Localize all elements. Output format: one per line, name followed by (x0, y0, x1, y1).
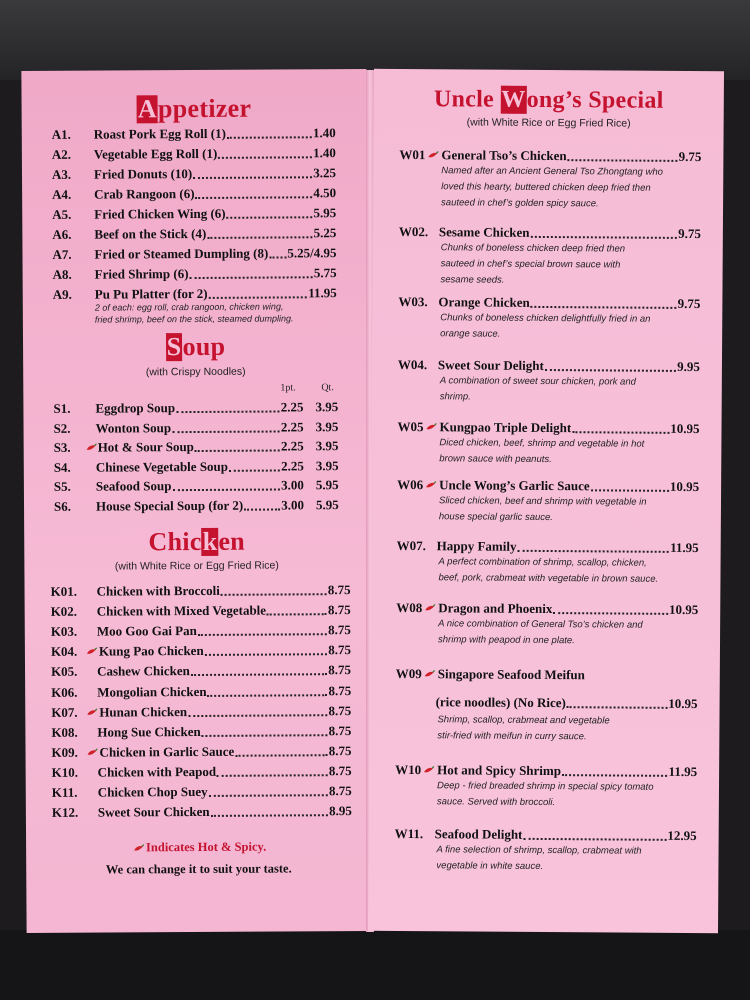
special-description: Diced chicken, beef, shrimp and vegetable in hot (439, 437, 645, 450)
appetizer-price: 5.25/4.95 (287, 245, 337, 261)
chicken-name: Cashew Chicken (96, 663, 190, 680)
pepper-icon (87, 748, 98, 756)
appetizer-row (52, 165, 336, 183)
soup-code: S1. (53, 400, 71, 416)
dot-leader (218, 156, 312, 159)
soup-col-quart: Qt. (321, 382, 334, 394)
chicken-code: K11. (51, 784, 78, 800)
dot-leader (567, 706, 667, 709)
chicken-price: 8.75 (327, 582, 351, 598)
appetizer-price: 5.95 (313, 205, 337, 221)
chicken-price: 8.75 (327, 622, 351, 638)
special-name-continued: (rice noodles) (No Rice) (435, 694, 566, 711)
soup-quart-price: 5.95 (315, 477, 339, 493)
chicken-row (51, 703, 351, 721)
special-name: Orange Chicken (438, 294, 530, 310)
chicken-price: 8.75 (328, 722, 352, 738)
dot-leader (227, 136, 312, 139)
dot-leader (530, 236, 677, 239)
special-description: house special garlic sauce. (438, 511, 554, 524)
special-description: Chunks of boneless chicken delightfully fried in an (440, 312, 651, 325)
chicken-code: K01. (50, 583, 77, 599)
chicken-code: K07. (51, 704, 78, 720)
special-row (397, 419, 699, 437)
appetizer-name: Fried or Steamed Dumpling (8) (94, 245, 269, 262)
chicken-row (51, 723, 351, 741)
dot-leader (267, 613, 327, 615)
pepper-icon (425, 423, 436, 431)
chicken-name: Hunan Chicken (99, 703, 188, 720)
chicken-code: K08. (51, 724, 78, 740)
chicken-price: 8.75 (328, 762, 352, 779)
dot-leader (209, 794, 328, 797)
special-price: 9.75 (677, 295, 701, 312)
soup-pint-price: 2.25 (280, 438, 304, 454)
dot-leader (531, 306, 677, 309)
special-description: Sliced chicken, beef and shrimp with vegetable in (438, 495, 647, 508)
dot-leader (545, 369, 676, 372)
special-name: Happy Family (436, 538, 517, 554)
soup-name: Wonton Soup (95, 419, 172, 436)
pepper-icon (86, 444, 97, 452)
special-name: Seafood Delight (434, 826, 523, 842)
special-price: 9.75 (678, 148, 702, 165)
chicken-row (51, 642, 351, 660)
special-price: 10.95 (669, 478, 700, 495)
special-row (397, 477, 699, 495)
soup-title (23, 331, 368, 363)
special-row (396, 600, 698, 618)
soup-row (54, 458, 304, 476)
special-row (395, 826, 697, 844)
soup-quart-price: 3.95 (315, 438, 339, 454)
special-description: stir-fried with meifun in curry sauce. (437, 730, 587, 743)
special-code: W05 (397, 418, 424, 435)
chicken-name: Kung Pao Chicken (98, 643, 204, 659)
chicken-price: 8.75 (327, 602, 351, 618)
special-code: W08 (396, 599, 423, 616)
soup-title-initial: S (166, 332, 182, 362)
special-price: 9.95 (677, 358, 700, 375)
dot-leader (205, 654, 328, 657)
chicken-code: K06. (51, 684, 78, 700)
dot-leader (229, 469, 280, 471)
dot-leader (188, 714, 327, 717)
dot-leader (517, 550, 669, 553)
dot-leader (523, 838, 666, 841)
special-description: sauteed in chef’s golden spicy sauce. (441, 197, 599, 210)
dot-leader (202, 734, 328, 737)
special-code: W11. (394, 825, 424, 842)
soup-pint-price: 2.25 (280, 418, 304, 434)
chicken-name: Chicken with Peapod (97, 763, 217, 780)
soup-quart-price: 3.95 (315, 457, 339, 473)
special-row (399, 224, 701, 242)
soup-col-pint: 1pt. (280, 382, 296, 394)
appetizer-code: A5. (52, 206, 72, 222)
appetizer-row (52, 225, 336, 243)
special-description: A fine selection of shrimp, scallop, crabmeat with (436, 844, 642, 857)
chicken-code: K03. (50, 623, 78, 640)
chicken-name: Chicken Chop Suey (97, 783, 208, 800)
chicken-code: K09. (51, 744, 78, 760)
pepper-icon (86, 648, 97, 656)
chicken-name: Chicken in Garlic Sauce (99, 743, 235, 760)
dot-leader (172, 430, 280, 433)
hot-spicy-note (26, 839, 371, 856)
soup-name: House Special Soup (for 2) (95, 497, 244, 514)
dot-leader (196, 196, 313, 199)
chicken-price: 8.75 (328, 702, 352, 718)
appetizer-price: 3.25 (313, 165, 337, 181)
chicken-code: K10. (51, 764, 79, 780)
appetizer-code: A6. (52, 226, 72, 242)
soup-code: S5. (53, 478, 71, 494)
special-description: A nice combination of General Tso’s chicken and (438, 618, 643, 631)
appetizer-code: A4. (52, 186, 72, 202)
special-name: Hot and Spicy Shrimp (437, 762, 562, 779)
special-row (398, 357, 700, 375)
dot-leader (211, 814, 329, 817)
appetizer-description: 2 of each: egg roll, crab rangoon, chicken wing, (94, 301, 284, 313)
special-name: Sesame Chicken (438, 224, 530, 240)
chicken-price: 8.75 (328, 662, 352, 678)
soup-pint-price: 3.00 (281, 477, 304, 493)
soup-code: S4. (53, 459, 71, 475)
chicken-name: Hong Sue Chicken (97, 723, 201, 740)
special-price: 11.95 (668, 763, 698, 780)
special-row (396, 666, 698, 684)
appetizer-code: A3. (51, 166, 72, 182)
appetizer-code: A9. (52, 286, 72, 302)
special-title-a: Uncle (433, 86, 501, 113)
dot-leader (198, 633, 327, 636)
special-row (399, 147, 701, 165)
dot-leader (209, 296, 308, 299)
dot-leader (553, 612, 668, 615)
appetizer-price: 1.40 (313, 145, 336, 161)
special-row (397, 538, 699, 556)
dot-leader (208, 694, 328, 697)
chicken-subtitle: (with White Rice or Egg Fried Rice) (114, 559, 279, 573)
appetizer-row (53, 265, 337, 283)
pepper-icon (86, 708, 97, 716)
special-row (395, 762, 697, 780)
appetizer-name: Fried Donuts (10) (93, 166, 193, 182)
chicken-price: 8.75 (328, 642, 351, 658)
pepper-icon (423, 766, 434, 774)
dot-leader (191, 674, 327, 677)
special-description: vegetable in white sauce. (436, 860, 544, 872)
chicken-code: K04. (50, 644, 78, 660)
special-price: 9.75 (678, 225, 701, 242)
menu-right-page (368, 69, 724, 933)
appetizer-code: A7. (52, 246, 72, 262)
menu-left-page (21, 69, 371, 933)
appetizer-code: A2. (51, 146, 72, 162)
pepper-icon (424, 604, 435, 612)
appetizer-name: Fried Chicken Wing (6) (94, 205, 226, 222)
special-description: Shrimp, scallop, crabmeat and vegetable (437, 714, 610, 727)
chicken-price: 8.95 (329, 803, 352, 819)
chicken-code: K12. (51, 804, 79, 820)
soup-code: S6. (53, 498, 72, 514)
dot-leader (227, 216, 313, 219)
chicken-row (52, 783, 352, 801)
chicken-row (51, 602, 351, 620)
special-price: 11.95 (670, 539, 699, 556)
dot-leader (195, 449, 280, 452)
soup-code: S3. (53, 439, 71, 455)
appetizer-title (22, 93, 367, 125)
chicken-title (24, 526, 369, 558)
special-title-box: W (501, 86, 526, 113)
appetizer-price: 1.40 (312, 125, 336, 141)
dot-leader (235, 754, 328, 757)
special-row (398, 294, 700, 312)
soup-name: Eggdrop Soup (95, 400, 176, 416)
soup-name: Hot & Sour Soup (97, 439, 194, 455)
chicken-name: Chicken with Mixed Vegetable (96, 602, 267, 619)
soup-row (54, 419, 304, 437)
special-description: A combination of sweet sour chicken, pork and (439, 375, 636, 388)
chicken-title-a: Chic (148, 526, 202, 557)
appetizer-row (52, 145, 336, 163)
special-description: Deep - fried breaded shrimp in special spicy tomato (436, 780, 654, 793)
appetizer-name: Vegetable Egg Roll (1) (93, 145, 218, 162)
pepper-icon (424, 670, 435, 678)
appetizer-price: 11.95 (308, 285, 337, 301)
hot-spicy-note-text: Indicates Hot & Spicy. (145, 839, 267, 855)
special-description: sauteed in chef’s special brown sauce with (440, 258, 621, 271)
chicken-code: K02. (50, 603, 78, 619)
chicken-title-box: k (202, 526, 218, 556)
chicken-row (51, 622, 351, 640)
chicken-name: Moo Goo Gai Pan (96, 623, 197, 639)
change-taste-note: We can change it to suit your taste. (105, 861, 292, 877)
special-description: loved this hearty, buttered chicken deep fried then (441, 181, 651, 194)
chicken-row (51, 582, 351, 600)
appetizer-row (52, 185, 336, 203)
soup-code: S2. (53, 420, 71, 436)
pepper-icon (425, 481, 436, 489)
appetizer-title-initial: A (137, 94, 158, 124)
appetizer-name: Crab Rangoon (6) (94, 186, 195, 202)
chicken-title-b: en (218, 526, 246, 556)
special-price: 10.95 (670, 420, 700, 437)
pepper-icon (133, 844, 144, 852)
soup-row (54, 438, 304, 456)
special-description: Chunks of boneless chicken deep fried then (440, 242, 626, 255)
special-code: W09 (395, 665, 422, 682)
appetizer-title-rest: ppetizer (157, 93, 252, 124)
dot-leader (568, 159, 678, 162)
soup-subtitle: (with Crispy Noodles) (145, 365, 246, 379)
appetizer-price: 5.25 (313, 225, 337, 241)
dot-leader (562, 774, 668, 777)
special-code: W04. (397, 356, 428, 373)
special-description: beef, pork, crabmeat with vegetable in brown sauce. (438, 572, 659, 585)
chicken-name: Sweet Sour Chicken (97, 804, 210, 820)
appetizer-description: fried shrimp, beef on the stick, steamed dumpling. (94, 313, 294, 325)
chicken-row (51, 743, 351, 761)
appetizer-name: Roast Pork Egg Roll (1) (93, 125, 226, 142)
soup-name: Seafood Soup (95, 478, 172, 494)
soup-row (54, 497, 304, 515)
soup-title-rest: oup (182, 331, 226, 362)
dot-leader (217, 774, 328, 777)
special-name: Singapore Seafood Meifun (437, 666, 585, 683)
special-row-continued (436, 694, 698, 712)
special-price: 10.95 (668, 601, 699, 618)
appetizer-code: A8. (52, 266, 72, 282)
dot-leader (221, 593, 327, 596)
dot-leader (572, 431, 669, 434)
special-name: Dragon and Phoenix (438, 600, 553, 617)
soup-quart-price: 3.95 (315, 418, 339, 434)
chicken-row (51, 662, 351, 680)
appetizer-name: Pu Pu Platter (for 2) (94, 285, 208, 302)
soup-quart-price: 3.95 (315, 399, 339, 415)
special-code: W06 (397, 476, 424, 493)
chicken-price: 8.75 (328, 783, 352, 799)
special-name: General Tso’s Chicken (441, 147, 567, 164)
dot-leader (176, 410, 280, 413)
chicken-price: 8.75 (328, 742, 352, 758)
background-bottom (0, 930, 750, 1000)
special-price: 12.95 (667, 827, 697, 844)
dot-leader (269, 256, 286, 258)
chicken-row (52, 803, 352, 821)
special-description: shrimp. (439, 391, 471, 403)
special-name: Uncle Wong’s Garlic Sauce (439, 477, 590, 494)
special-description: sesame seeds. (440, 274, 505, 286)
appetizer-code: A1. (51, 126, 71, 142)
soup-pint-price: 3.00 (281, 496, 305, 512)
special-description: Named after an Ancient General Tso Zhongtang who (441, 165, 663, 178)
appetizer-row (52, 245, 336, 263)
special-code: W07. (396, 537, 426, 554)
special-name: Sweet Sour Delight (437, 357, 544, 373)
special-description: brown sauce with peanuts. (439, 453, 552, 466)
special-name: Kungpao Triple Delight (439, 419, 572, 436)
dot-leader (591, 489, 669, 492)
chicken-row (51, 683, 351, 701)
special-price: 10.95 (668, 695, 698, 712)
special-title (374, 85, 724, 115)
dot-leader (193, 176, 312, 179)
special-code: W02. (398, 223, 429, 240)
pepper-icon (427, 151, 438, 159)
appetizer-price: 5.75 (313, 265, 337, 281)
dot-leader (207, 236, 312, 239)
special-code: W10 (395, 761, 422, 778)
special-code: W03. (398, 293, 428, 310)
special-subtitle: (with White Rice or Egg Fried Rice) (466, 116, 631, 130)
appetizer-name: Beef on the Stick (4) (94, 225, 207, 242)
soup-pint-price: 2.25 (280, 399, 304, 415)
special-description: A perfect combination of shrimp, scallop, chicken, (438, 556, 647, 569)
special-description: orange sauce. (440, 328, 501, 340)
appetizer-row (52, 125, 336, 143)
soup-pint-price: 2.25 (280, 457, 304, 473)
appetizer-row (52, 205, 336, 223)
appetizer-price: 4.50 (313, 185, 337, 201)
special-description: sauce. Served with broccoli. (436, 796, 556, 809)
soup-quart-price: 5.95 (315, 496, 339, 512)
soup-row (53, 399, 303, 417)
special-title-b: ong’s Special (526, 86, 664, 114)
soup-row (54, 477, 304, 495)
chicken-price: 8.75 (328, 682, 352, 698)
special-code: W01 (399, 146, 426, 163)
soup-name: Chinese Vegetable Soup (95, 458, 229, 475)
chicken-name: Chicken with Broccoli (96, 582, 220, 599)
dot-leader (190, 276, 313, 279)
dot-leader (172, 488, 280, 491)
chicken-name: Mongolian Chicken (97, 683, 207, 700)
special-description: shrimp with peapod in one plate. (437, 634, 575, 647)
dot-leader (244, 508, 280, 510)
chicken-row (52, 763, 352, 781)
appetizer-name: Fried Shrimp (6) (94, 266, 189, 282)
chicken-code: K05. (50, 664, 78, 680)
